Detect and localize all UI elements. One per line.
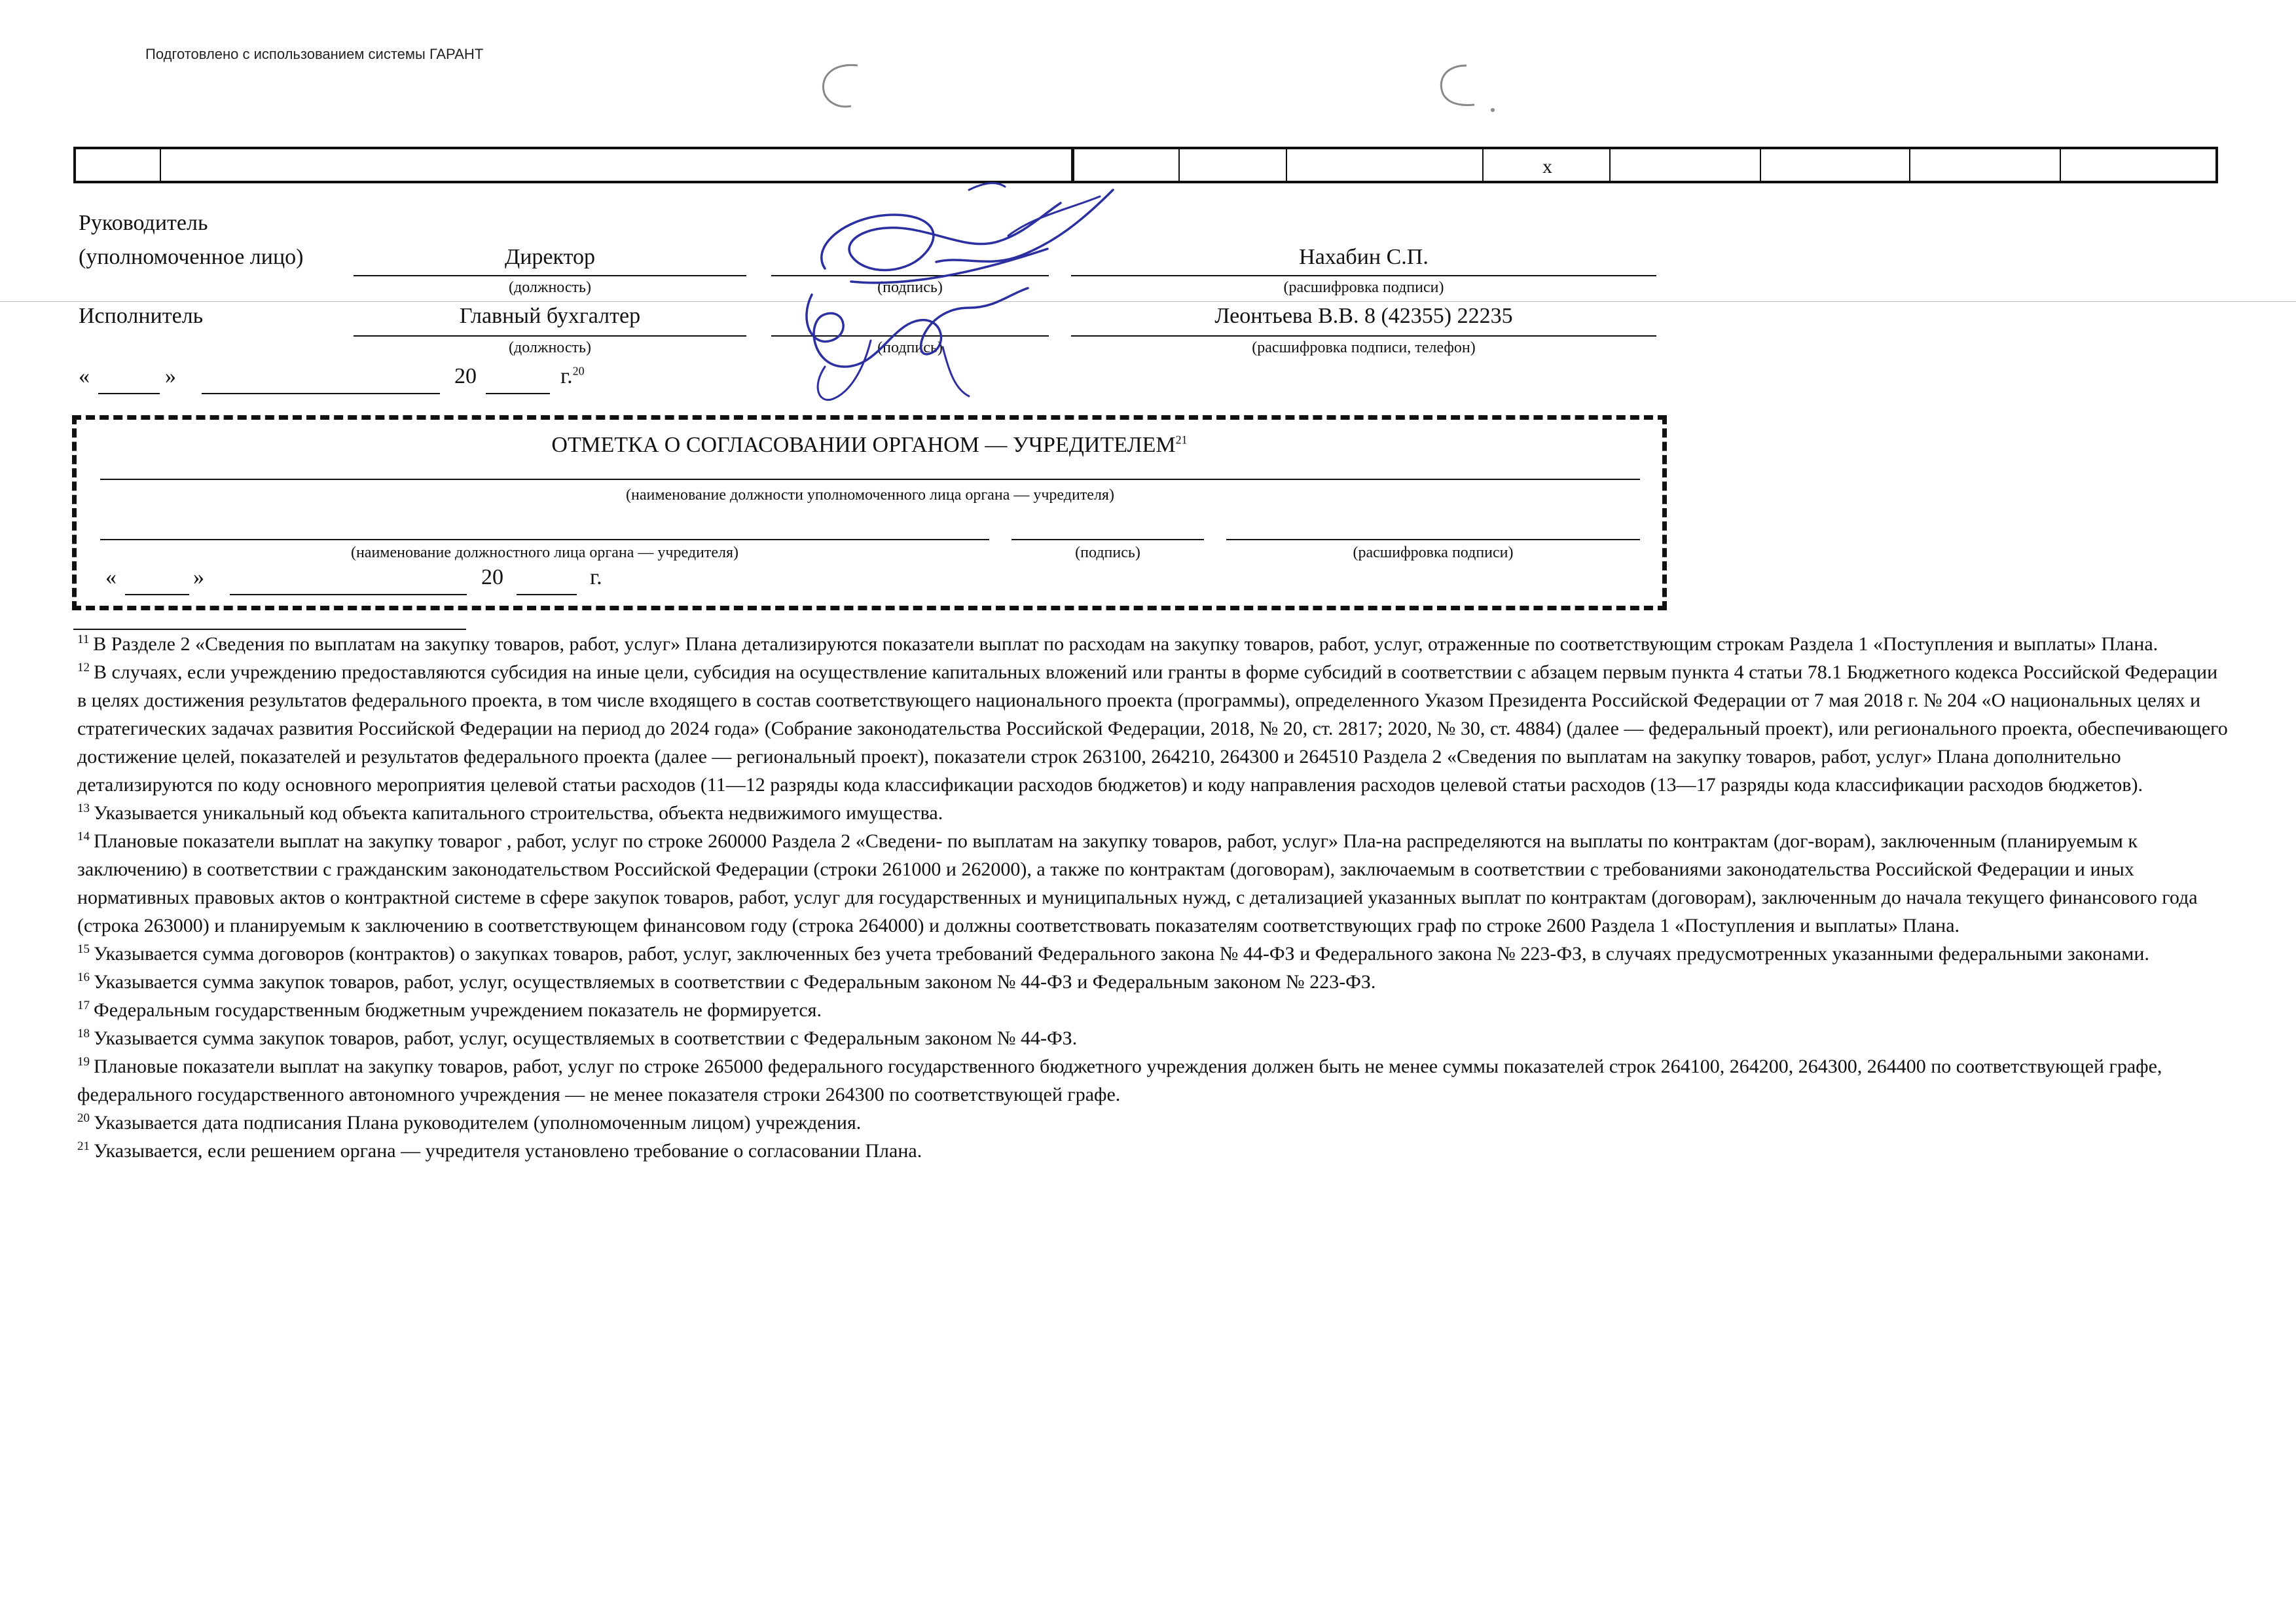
date-day-line [98, 393, 160, 394]
approval-name-caption: (расшифровка подписи) [1353, 544, 1514, 561]
head-label-line1: Руководитель [79, 211, 208, 235]
executor-position-line [354, 335, 746, 337]
executor-name-caption: (расшифровка подписи, телефон) [1252, 339, 1476, 356]
date-open-quote: « [79, 364, 90, 388]
scan-line [0, 301, 2296, 302]
approval-name-line [1226, 539, 1640, 540]
date-footnote-ref: 20 [572, 364, 585, 378]
header-note: Подготовлено с использованием системы ГАРАНТ [145, 46, 484, 62]
approval-date-day-line [125, 594, 189, 595]
head-position-line [354, 275, 746, 276]
approval-date-close-quote: » [193, 565, 204, 589]
executor-name-line [1071, 335, 1656, 337]
approval-date-year-prefix: 20 [481, 565, 503, 589]
footnote-20: $^{20}$ Указывается дата подписания Плана руководителем (уполномоченным лицом) учреждения. [77, 1111, 862, 1134]
head-position-caption: (должность) [509, 279, 591, 296]
approval-date-year-line [517, 594, 577, 595]
approval-official-line [100, 539, 989, 540]
footnote-18: $^{18}$ Указывается сумма закупок товаров, работ, услуг, осуществляемых в соответствии с Федеральным законом № 44-ФЗ. [77, 1027, 1078, 1049]
head-name-caption: (расшифровка подписи) [1283, 279, 1444, 296]
scan-mark-right [1427, 59, 1506, 118]
approval-position-line [100, 479, 1640, 480]
executor-signature-scribble [773, 268, 1048, 406]
table-cell-x: x [1542, 156, 1552, 177]
date-year-prefix: 20 [454, 364, 477, 388]
executor-position: Главный бухгалтер [459, 304, 641, 328]
date-year-suffix: г.$^{20}$ [560, 364, 585, 388]
head-name: Нахабин С.П. [1299, 245, 1429, 269]
footnote-11: $^{11}$ В Разделе 2 «Сведения по выплатам на закупку товаров, работ, услуг» Плана детализируются показатели выплат по расходам на закупку товаров, работ, услуг, отраженные по соответствующим строкам Раздела 1 «Поступления и выплаты» Плана. [77, 633, 2159, 655]
date-year-line [486, 393, 550, 394]
approval-date-month-line [230, 594, 467, 595]
approval-position-caption: (наименование должности уполномоченного лица органа — учредителя) [626, 487, 1114, 504]
footnote-19: $^{19}$ Плановые показатели выплат на закупку товаров, работ, услуг по строке 265000 федерального государственного бюджетного учреждения должен быть не менее суммы показателей строк 264100, 264200, 264300, 264400 по соответствующей графе, федерального государственного автономного учреждения — не менее показателя строки 264300 по соответствующей графе. [77, 1055, 2162, 1105]
approval-date-year-suffix: г. [590, 565, 602, 589]
footnotes [77, 630, 2231, 1165]
footnote-15: $^{15}$ Указывается сумма договоров (контрактов) о закупках товаров, работ, услуг, заключенных без учета требований Федерального закона № 44-ФЗ и Федерального закона № 223-ФЗ, в случаях предусмотренных указанными федеральными законами. [77, 942, 2149, 965]
executor-label: Исполнитель [79, 304, 204, 328]
footnote-16: $^{16}$ Указывается сумма закупок товаров, работ, услуг, осуществляемых в соответствии с Федеральным законом № 44-ФЗ и Федеральным законом № 223-ФЗ. [77, 970, 1376, 993]
approval-date-open-quote: « [105, 565, 117, 589]
approval-signature-line [1011, 539, 1204, 540]
footnote-12: $^{12}$ В случаях, если учреждению предоставляются субсидия на иные цели, субсидия на осуществление капитальных вложений или гранты в форме субсидий в соответствии с абзацем первым пункта 4 статьи 78.1 Бюджетного кодекса Российской Федерации в целях достижения результатов федерального проекта, в том числе входящего в состав соответствующего национального проекта (программы), определенного Указом Президента Российской Федерации от 7 мая 2018 г. № 204 «О национальных целях и стратегических задачах развития Российской Федерации на период до 2024 года» (Собрание законодательства Российской Федерации, 2018, № 20, ст. 2817; 2020, № 30, ст. 4884) (далее — федеральный проект), или регионального проекта, обеспечивающего достижение целей, показателей и результатов федерального проекта (далее — региональный проект), показатели строк 263100, 264210, 264300 и 264510 Раздела 2 «Сведения по выплатам на закупку товаров, работ, услуг» Плана дополнительно детализируются по коду основного мероприятия целевой статьи расходов (11—12 разряды кода классификации расходов бюджетов) и коду направления расходов целевой статьи расходов (13—17 разряды кода классификации расходов бюджетов). [77, 661, 2228, 796]
footnote-21: $^{21}$ Указывается, если решением органа — учредителя установлено требование о согласовании Плана. [77, 1139, 922, 1162]
approval-title-ref: 21 [1175, 433, 1188, 447]
footnote-13: $^{13}$ Указывается уникальный код объекта капитального строительства, объекта недвижимого имущества. [77, 802, 943, 824]
approval-official-caption: (наименование должностного лица органа — учредителя) [350, 544, 739, 561]
date-month-line [202, 393, 440, 394]
executor-signature-caption: (подпись) [877, 339, 943, 356]
head-signature-caption: (подпись) [877, 279, 943, 296]
head-label-line2: (уполномоченное лицо) [79, 245, 304, 269]
executor-name: Леонтьева В.В. 8 (42355) 22235 [1214, 304, 1513, 328]
approval-box [72, 415, 1667, 610]
approval-signature-caption: (подпись) [1075, 544, 1140, 561]
date-close-quote: » [165, 364, 176, 388]
footnote-17: $^{17}$ Федеральным государственным бюджетным учреждением показатель не формируется. [77, 999, 822, 1021]
scan-mark-left [812, 59, 871, 118]
executor-position-caption: (должность) [509, 339, 591, 356]
head-position: Директор [505, 245, 595, 269]
footnote-14: $^{14}$ Плановые показатели выплат на закупку товарог , работ, услуг по строке 260000 Раздела 2 «Сведени- по выплатам на закупку товаров, работ, услуг» Пла-на распределяются на выплаты по контрактам (дог-ворам), заключенным (планируемым к заключению) в соответствии с гражданским законодательством Российской Федерации (строки 261000 и 262000), а также по контрактам (договорам), заключаемым в соответствии с требованиями законодательства Российской Федерации и иных нормативных правовых актов о контрактной системе в сфере закупок товаров, работ, услуг для государственных и муниципальных нужд, с детализацией указанных выплат по контрактам (договорам), заключенным до начала текущего финансового года (строка 263000) и планируемым к заключению в соответствующем финансовом году (строка 264000) и должны соответствовать показателям соответствующих граф по строке 2600 Раздела 1 «Поступления и выплаты» Плана. [77, 830, 2198, 936]
approval-title: ОТМЕТКА О СОГЛАСОВАНИИ ОРГАНОМ — УЧРЕДИТЕЛЕМ$^{21}$ [551, 433, 1188, 457]
